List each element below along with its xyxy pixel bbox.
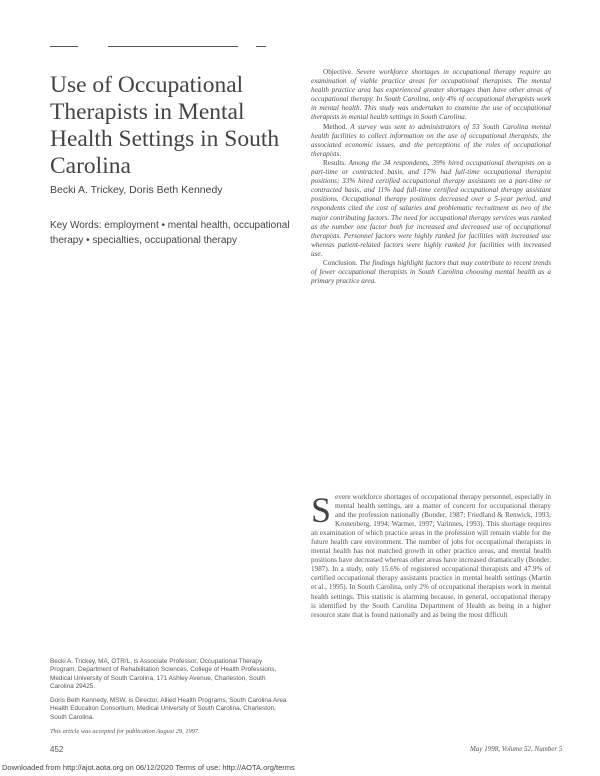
drop-cap: S (311, 490, 332, 530)
acceptance-note: This article was accepted for publication August 29, 1997. (50, 728, 200, 736)
download-footer: Downloaded from http://ajot.aota.org on 06/12/2020 Terms of use: http://AOTA.org/terms (2, 763, 295, 772)
abstract-objective (311, 68, 551, 123)
abstract-conclusion (311, 259, 551, 286)
article-keywords: Key Words: employment • mental health, occupational therapy • specialties, occupational therapy (50, 220, 290, 246)
abstract (311, 68, 551, 286)
abstract-text: Among the 34 respondents, 39% hired occupational therapists on a part-time or contracted basis, and 17% had full-time occupational therapist positions; 33% hired certified occupational therapy assistants on a part-time or contracted basis, and 11% had full-time certified occupational therapy assistant positions. Occupational therapy positions decreased over a 5-year period, and respondents cited the cost of salaries and problematic recruitment as two of the major contributing factors. The need for occupational therapy services was ranked as the number one factor both for increased and decreased use of occupational therapists. Personnel factors were highly ranked for facilities with increased use whereas patient-related factors were highly ranked for facilities with increased use. (311, 158, 551, 258)
abstract-heading: Conclusion. (323, 258, 358, 267)
author-affiliations (50, 658, 288, 742)
header-rule (256, 46, 266, 47)
abstract-text: A survey was sent to administrators of 53 South Carolina mental health facilities to collect information on the use of occupational therapists, the associated economic issues, and the perceptions of the roles of occupational therapists. (311, 122, 551, 158)
issue-info: May 1998, Volume 52, Number 5 (470, 745, 563, 753)
page-number: 452 (50, 745, 64, 754)
abstract-text: The findings highlight factors that may contribute to recent trends of fewer occupational therapists in South Carolina choosing mental health as a primary practice area. (311, 258, 551, 286)
article-title: Use of Occupational Therapists in Mental Health Settings in South Carolina (50, 72, 280, 179)
header-rule (50, 46, 78, 47)
affiliation-item: Becki A. Trickey, MA, OTR/L, is Associate Professor, Occupational Therapy Program, Department of Rehabilitation Sciences, College of Health Professions, Medical University of South Carolina, 171 Ashley Avenue, Charleston, South Carolina 29425. (50, 658, 277, 690)
abstract-heading: Method. (323, 122, 348, 131)
header-rule (108, 46, 238, 47)
abstract-results (311, 159, 551, 259)
body-paragraph: evere workforce shortages of occupational therapy personnel, especially in mental health settings, are a matter of concern for occupational therapy and the profession nationally (Bonder, 1987; Friedland & Renwick, 1993; Kronenberg, 1994; Warmer, 1997; Varinnes, 1993). This shortage requires an examination of which practice areas in the profession will remain viable for the future health care environment. The number of jobs for occupational therapists in mental health has not matched growth in other practice areas, and mental health positions have decreased whereas other areas have increased dramatically (Bonder, 1987). In a study, only 15.6% of registered occupational therapists and 47.9% of certified occupational therapy assistants practice in mental health settings (Martin et al., 1995). In South Carolina, only 2% of occupational therapists work in mental health settings. This statistic is alarming because, in general, occupational therapy is identified by the South Carolina Department of Health as being in a higher resource state that is found nationally and as being the most difficult (311, 493, 551, 619)
abstract-text: Severe workforce shortages in occupational therapy require an examination of viable practice areas for occupational therapists. The mental health practice area has experienced greater shortages than have other areas of occupational therapy. In South Carolina, only 4% of occupational therapists work in mental health. This study was undertaken to examine the use of occupational therapists in mental health settings in South Carolina. (311, 68, 552, 122)
article-authors: Becki A. Trickey, Doris Beth Kennedy (50, 184, 223, 196)
affiliation-item: Doris Beth Kennedy, MSW, is Director, Allied Health Programs, South Carolina Area Health Education Consortium, Medical University of South Carolina, Charleston, South Carolina. (50, 697, 287, 721)
body-text (311, 490, 551, 620)
abstract-heading: Objective. (323, 68, 353, 76)
abstract-method (311, 123, 551, 159)
abstract-heading: Results. (323, 158, 346, 167)
